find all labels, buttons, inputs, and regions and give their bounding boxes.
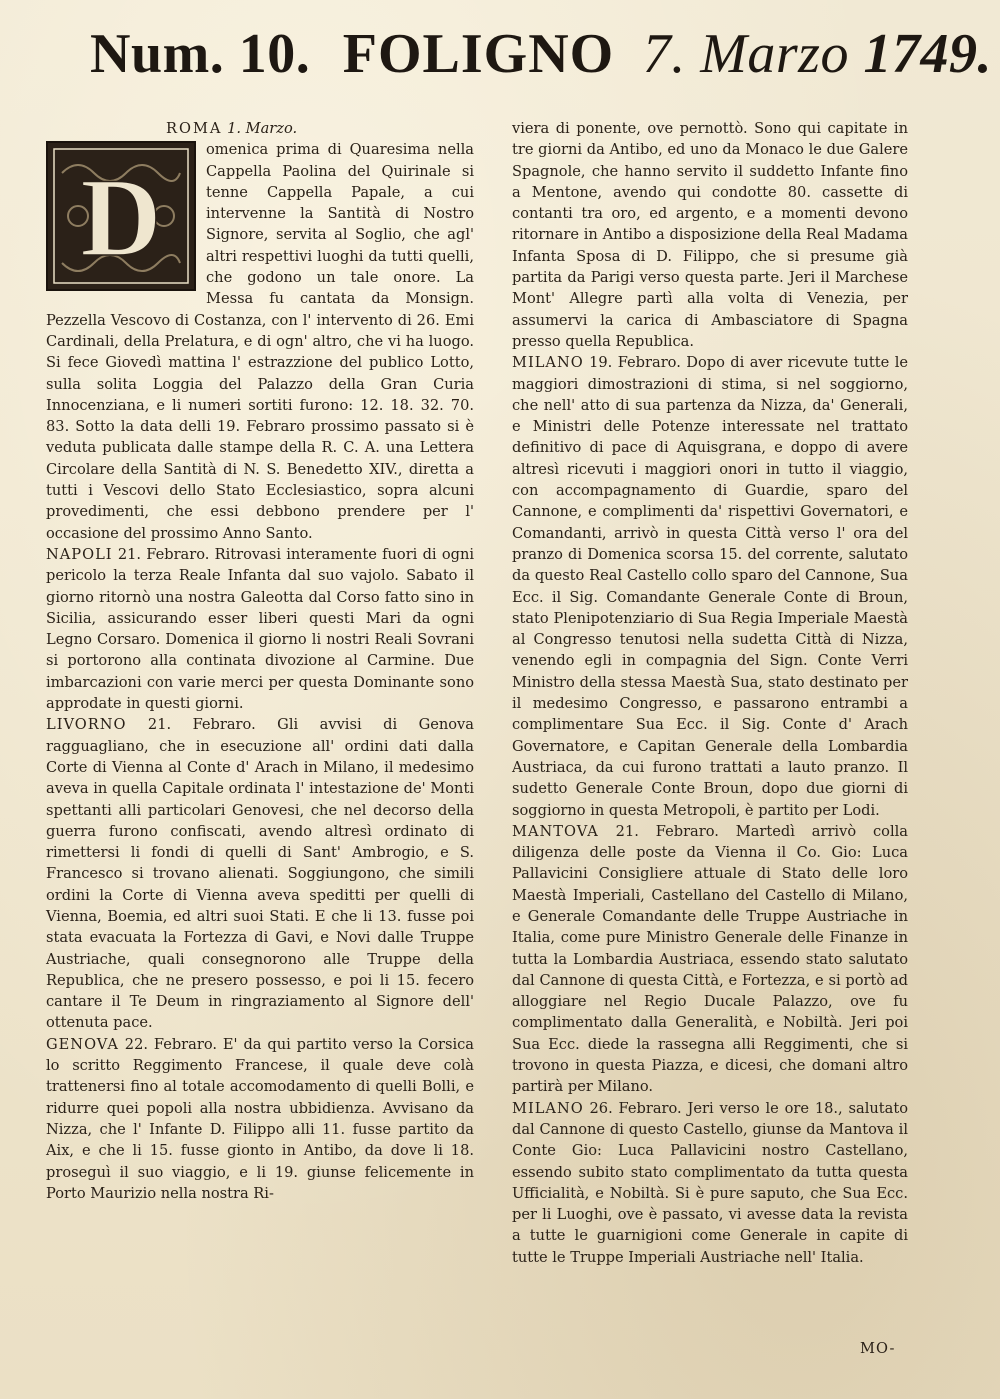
genova-continued: viera di ponente, ove pernottò. Sono qui capitate in tre giorni da Antibo, ed uno da Monaco le due Galere Spagnole, che hanno servito il suddetto Infante fino a Mentone, avendo qui condotte 80. cassette di contanti tra oro, ed argento, e a momenti devono ritornare in Antibo a disposizione della Real Madama Infanta Sposa di D. Filippo, che si presume già partita da Parigi verso questa parte. Jeri il Marchese Mont' Allegre partì alla volta di Venezia, per assumervi la carica di Ambasciatore di Spagna presso quella Republica. [512, 120, 908, 350]
milano-article-1 [512, 352, 908, 821]
left-column [46, 118, 474, 1204]
masthead-date: 7. Marzo [642, 23, 849, 85]
catchword: MO- [860, 1340, 896, 1357]
issue-number: Num. 10. [90, 23, 311, 85]
mantova-city: MANTOVA [512, 822, 599, 840]
napoli-article [46, 544, 474, 714]
livorno-article [46, 714, 474, 1033]
milano-text-2: 26. Febraro. Jeri verso le ore 18., salutato dal Cannone di questo Castello, giunse da Mantova il Conte Gio: Luca Pallavicini nostro Castellano, essendo subito stato complimentato da tutta questa Ufficialità, e Nobiltà. Si è pure saputo, che Sua Ecc. per li Luoghi, ove è passato, vi avesse data la revista a tutte le guarnigioni come Generale in capite di tutte le Truppe Imperiali Austriache nell' Italia. [512, 1099, 908, 1266]
milano-city-2: MILANO [512, 1099, 584, 1117]
initial-letter: D [80, 156, 162, 281]
decorated-initial [46, 141, 196, 291]
livorno-city: LIVORNO [46, 716, 127, 734]
genova-article [46, 1034, 474, 1204]
roma-city: ROMA [166, 120, 223, 137]
roma-article: omenica prima di Quaresima nella Cappella Paolina del Quirinale si tenne Cappella Papale, a cui intervenne la Santità di Nostro Signore, servita al Soglio, che agl' altri respettivi luoghi da tutti quelli, che godono un tale onore. La Messa fu cantata da Monsign. Pezzella Vescovo di Costanza, con l' intervento di 26. Emi Cardinali, della Prelatura, e di ogn' altro, che vi ha luogo. Si fece Giovedì mattina l' estrazzione del publico Lotto, sulla solita Loggia del Palazzo della Gran Curia Innocenziana, e li numeri sortiti furono: 12. 18. 32. 70. 83. Sotto la data delli 19. Febraro prossimo passato si è veduta publicata dalle stampe della R. C. A. una Lettera Circolare della Santità di N. S. Benedetto XIV., diretta a tutti i Vescovi dello Stato Ecclesiastico, sopra alcuni provedimenti, che essi debbono prendere per l' occasione del prossimo Anno Santo. [46, 141, 474, 542]
milano-city-1: MILANO [512, 354, 584, 372]
napoli-text: 21. Febraro. Ritrovasi interamente fuori di ogni pericolo la terza Reale Infanta dal suo vajolo. Sabato il giorno ritornò una nostra Galeotta dal Corso fatto sino in Sicilia, assicurando esser liberi questi Mari da ogni Legno Corsaro. Domenica il giorno li nostri Reali Sovrani si portorono alla continata divozione al Carmine. Due imbarcazioni con varie merci per questa Dominante sono approdate in questi giorni. [46, 545, 475, 713]
milano-article-2 [512, 1098, 908, 1268]
roma-date: 1. Marzo. [227, 120, 298, 137]
right-column [512, 118, 908, 1268]
mantova-article [512, 821, 908, 1098]
masthead-city: FOLIGNO [342, 23, 615, 85]
ornament-icon [48, 143, 194, 289]
napoli-city: NAPOLI [46, 545, 113, 563]
genova-city: GENOVA [46, 1035, 119, 1053]
mantova-text: 21. Febraro. Martedì arrivò colla diligenza delle poste da Vienna il Co. Gio: Luca Pallavicini Consigliere attuale di Stato delle loro Maestà Imperiali, Castellano del Castello di Milano, e Generale Comandante delle Truppe Austriache in Italia, come pure Ministro Generale delle Finanze in tutta la Lombardia Austriaca, essendo stato salutato dal Cannone di questa Città, e Fortezza, e si portò ad alloggiare nel Regio Ducale Palazzo, ove fu complimentato dalla Generalità, e Nobiltà. Jeri poi Sua Ecc. diede la rassegna alli Reggimenti, che si trovono in questa Piazza, e dicesi, che domani altro partirà per Milano. [512, 822, 909, 1096]
roma-dateline [46, 118, 474, 139]
livorno-text: 21. Febraro. Gli avvisi di Genova ragguagliano, che in esecuzione all' ordini dati dalla Corte di Vienna al Conte d' Arach in Milano, il medesimo aveva in quella Capitale ordinata l' intestazione de' Monti spettanti alli particolari Genovesi, che nel decorso della guerra furono confiscati, avendo altresì ordinato di rimettersi li fondi di quelli di Sant' Ambrogio, e S. Francesco si trovano alienati. Soggiungono, che simili ordini la Corte di Vienna aveva speditti per quelli di Vienna, Boemia, ed altri suoi Stati. E che li 13. fusse poi stata evacuata la Fortezza di Gavi, e Novi dalle Truppe Austriache, quali consegnorono alle Truppe della Republica, che ne presero possesso, e poi li 15. fecero cantare il Te Deum in ringraziamento al Signore dell' ottenuta pace. [46, 716, 474, 1032]
milano-text-1: 19. Febraro. Dopo di aver ricevute tutte le maggiori dimostrazioni di stima, si nel soggiorno, che nell' atto di sua partenza da Nizza, da' Generali, e Ministri delle Potenze interessate nel trattato definitivo di pace di Aquisgrana, e doppo di avere altresì ricevuti i maggiori onori in tutto il viaggio, con accompagnamento di Guardie, sparo del Cannone, e complimenti da' rispettivi Governatori, e Comandanti, arrivò in questa Città verso l' ora del pranzo di Domenica scorsa 15. del corrente, salutato da questo Real Castello collo sparo del Cannone, Sua Ecc. il Sig. Comandante Generale Conte di Broun, stato Plenipotenziario di Sua Regia Imperiale Maestà al Congresso tenutosi nella sudetta Città di Nizza, venendo egli in compagnia del Sign. Conte Verri Ministro della stessa Maestà Sua, stato destinato per il medesimo Congresso, e passarono entrambi a complimentare Sua Ecc. il Sig. Conte d' Arach Governatore, e Capitan Generale della Lombardia Austriaca, da cui furono trattati a lauto pranzo. Il sudetto Generale Conte Broun, dopo due giorni di soggiorno in questa Metropoli, è partito per Lodi. [512, 354, 909, 819]
masthead [60, 22, 992, 92]
genova-text: 22. Febraro. E' da qui partito verso la Corsica lo scritto Reggimento Francese, il quale deve colà trattenersi fino al totale accomodamento di quelli Bolli, e ridurre quei popoli alla nostra ubbidienza. Avvisano da Nizza, che l' Infante D. Filippo alli 11. fusse partito da Aix, e che li 15. fusse gionto in Antibo, da dove li 18. proseguì il suo viaggio, e li 19. giunse felicemente in Porto Maurizio nella nostra Ri- [46, 1035, 474, 1202]
masthead-year: 1749. [863, 23, 992, 85]
